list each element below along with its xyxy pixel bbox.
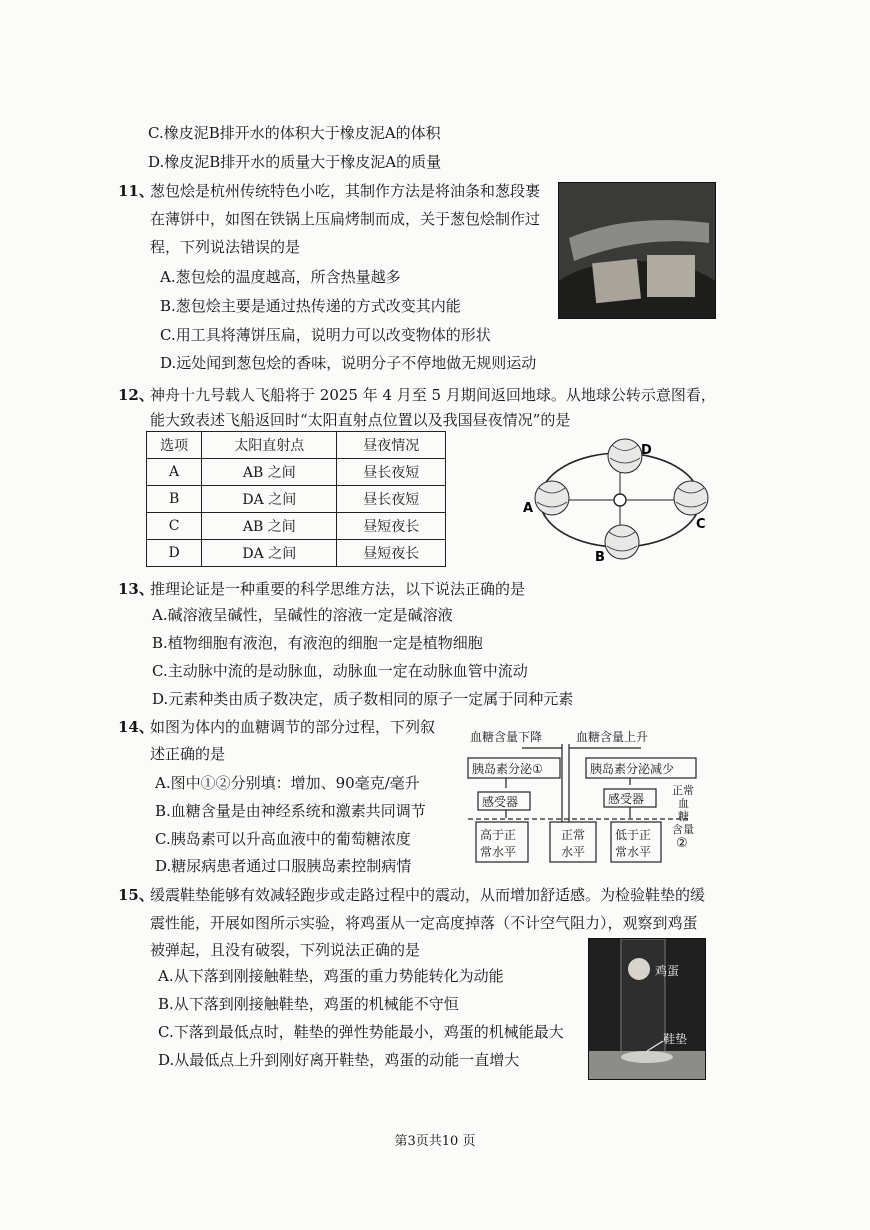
q15-option-b: B.从下落到刚接触鞋垫，鸡蛋的机械能不守恒 <box>158 995 459 1013</box>
orbit-label-a: A <box>523 501 534 516</box>
q14-option-d: D.糖尿病患者通过口服胰岛素控制病情 <box>155 857 412 875</box>
scallion-pancake-photo <box>558 182 716 319</box>
q11-option-c: C.用工具将薄饼压扁，说明力可以改变物体的形状 <box>160 326 491 344</box>
sensor-right: 感受器 <box>608 792 645 806</box>
q13-option-a: A.碱溶液呈碱性，呈碱性的溶液一定是碱溶液 <box>152 606 453 624</box>
q13-stem: 推理论证是一种重要的科学思维方法，以下说法正确的是 <box>150 580 526 598</box>
table-cell: DA 之间 <box>202 540 337 567</box>
table-header: 昼夜情况 <box>337 432 446 459</box>
q13-option-b: B.植物细胞有液泡，有液泡的细胞一定是植物细胞 <box>152 634 483 652</box>
side-sugar: 糖 <box>678 810 689 823</box>
orbit-label-d: D <box>641 443 652 458</box>
q10-option-c: C.橡皮泥B排开水的体积大于橡皮泥A的体积 <box>148 124 441 142</box>
q12-options-table <box>146 431 446 567</box>
q15-option-a: A.从下落到刚接触鞋垫，鸡蛋的重力势能转化为动能 <box>158 967 504 985</box>
table-cell: 昼长夜短 <box>337 459 446 486</box>
table-row <box>147 540 446 567</box>
q11-number: 11、 <box>118 182 154 200</box>
q11-stem-line1: 葱包烩是杭州传统特色小吃，其制作方法是将油条和葱段裹 <box>150 182 541 200</box>
egg-drop-photo <box>588 938 706 1080</box>
egg-label: 鸡蛋 <box>655 964 680 978</box>
q15-option-d: D.从最低点上升到刚好离开鞋垫，鸡蛋的动能一直增大 <box>158 1051 520 1069</box>
q11-option-d: D.远处闻到葱包烩的香味，说明分子不停地做无规则运动 <box>160 354 537 372</box>
table-header: 选项 <box>147 432 202 459</box>
q15-stem-line2: 震性能，开展如图所示实验，将鸡蛋从一定高度掉落（不计空气阻力），观察到鸡蛋 <box>150 914 698 932</box>
insole-label: 鞋垫 <box>663 1032 688 1046</box>
normal-level-1: 正常 <box>561 828 586 842</box>
q14-stem-line1: 如图为体内的血糖调节的部分过程，下列叙 <box>150 718 436 736</box>
table-cell: B <box>147 486 202 513</box>
q14-option-b: B.血糖含量是由神经系统和激素共同调节 <box>155 802 426 820</box>
table-header: 太阳直射点 <box>202 432 337 459</box>
table-row <box>147 459 446 486</box>
label-sugar-up: 血糖含量上升 <box>576 730 649 744</box>
side-blood: 血 <box>678 797 689 810</box>
box-insulin-down: 胰岛素分泌减少 <box>590 762 675 776</box>
table-cell: D <box>147 540 202 567</box>
q11-stem-line2: 在薄饼中，如图在铁锅上压扁烤制而成，关于葱包烩制作过 <box>150 210 541 228</box>
side-blank-2: ② <box>676 836 688 851</box>
orbit-label-b: B <box>595 550 605 565</box>
q12-stem-line2: 能大致表述飞船返回时“太阳直射点位置以及我国昼夜情况”的是 <box>150 411 571 429</box>
table-cell: C <box>147 513 202 540</box>
high-level-1: 高于正 <box>480 828 517 842</box>
q11-stem-line3: 程，下列说法错误的是 <box>150 238 301 256</box>
side-content: 含量 <box>672 823 694 836</box>
q14-option-c: C.胰岛素可以升高血液中的葡萄糖浓度 <box>155 830 411 848</box>
table-cell: A <box>147 459 202 486</box>
table-cell: AB 之间 <box>202 459 337 486</box>
q11-option-b: B.葱包烩主要是通过热传递的方式改变其内能 <box>160 297 461 315</box>
orbit-label-c: C <box>696 517 706 532</box>
low-level-2: 常水平 <box>615 845 652 859</box>
sensor-left: 感受器 <box>482 795 519 809</box>
blood-sugar-diagram <box>466 726 714 870</box>
q15-stem-line3: 被弹起，且没有破裂，下列说法正确的是 <box>150 941 421 959</box>
q15-stem-line1: 缓震鞋垫能够有效减轻跑步或走路过程中的震动，从而增加舒适感。为检验鞋垫的缓 <box>150 886 706 904</box>
label-sugar-down: 血糖含量下降 <box>470 730 543 744</box>
q13-option-d: D.元素种类由质子数决定，质子数相同的原子一定属于同种元素 <box>152 690 574 708</box>
q12-stem-line1: 神舟十九号载人飞船将于 2025 年 4 月至 5 月期间返回地球。从地球公转示意图看， <box>150 386 716 404</box>
low-level-1: 低于正 <box>615 828 652 842</box>
q13-option-c: C.主动脉中流的是动脉血，动脉血一定在动脉血管中流动 <box>152 662 528 680</box>
q11-option-a: A.葱包烩的温度越高，所含热量越多 <box>160 268 401 286</box>
q14-stem-line2: 述正确的是 <box>150 745 226 763</box>
box-insulin-up: 胰岛素分泌① <box>472 762 543 776</box>
q15-option-c: C.下落到最低点时，鞋垫的弹性势能最小，鸡蛋的机械能最大 <box>158 1023 564 1041</box>
table-cell: 昼长夜短 <box>337 486 446 513</box>
page-footer: 第3页共10 页 <box>394 1134 476 1149</box>
q10-option-d: D.橡皮泥B排开水的质量大于橡皮泥A的质量 <box>148 153 442 171</box>
table-cell: DA 之间 <box>202 486 337 513</box>
earth-orbit-diagram <box>515 430 715 570</box>
table-cell: 昼短夜长 <box>337 540 446 567</box>
table-cell: AB 之间 <box>202 513 337 540</box>
table-cell: 昼短夜长 <box>337 513 446 540</box>
q13-number: 13、 <box>118 580 154 598</box>
q14-number: 14、 <box>118 718 154 736</box>
high-level-2: 常水平 <box>480 845 517 859</box>
side-normal: 正常 <box>672 784 694 797</box>
table-row <box>147 486 446 513</box>
q12-number: 12、 <box>118 386 154 404</box>
q15-number: 15、 <box>118 886 154 904</box>
q14-option-a: A.图中①②分别填：增加、90毫克/毫升 <box>155 774 420 792</box>
normal-level-2: 水平 <box>561 845 586 859</box>
table-row <box>147 513 446 540</box>
